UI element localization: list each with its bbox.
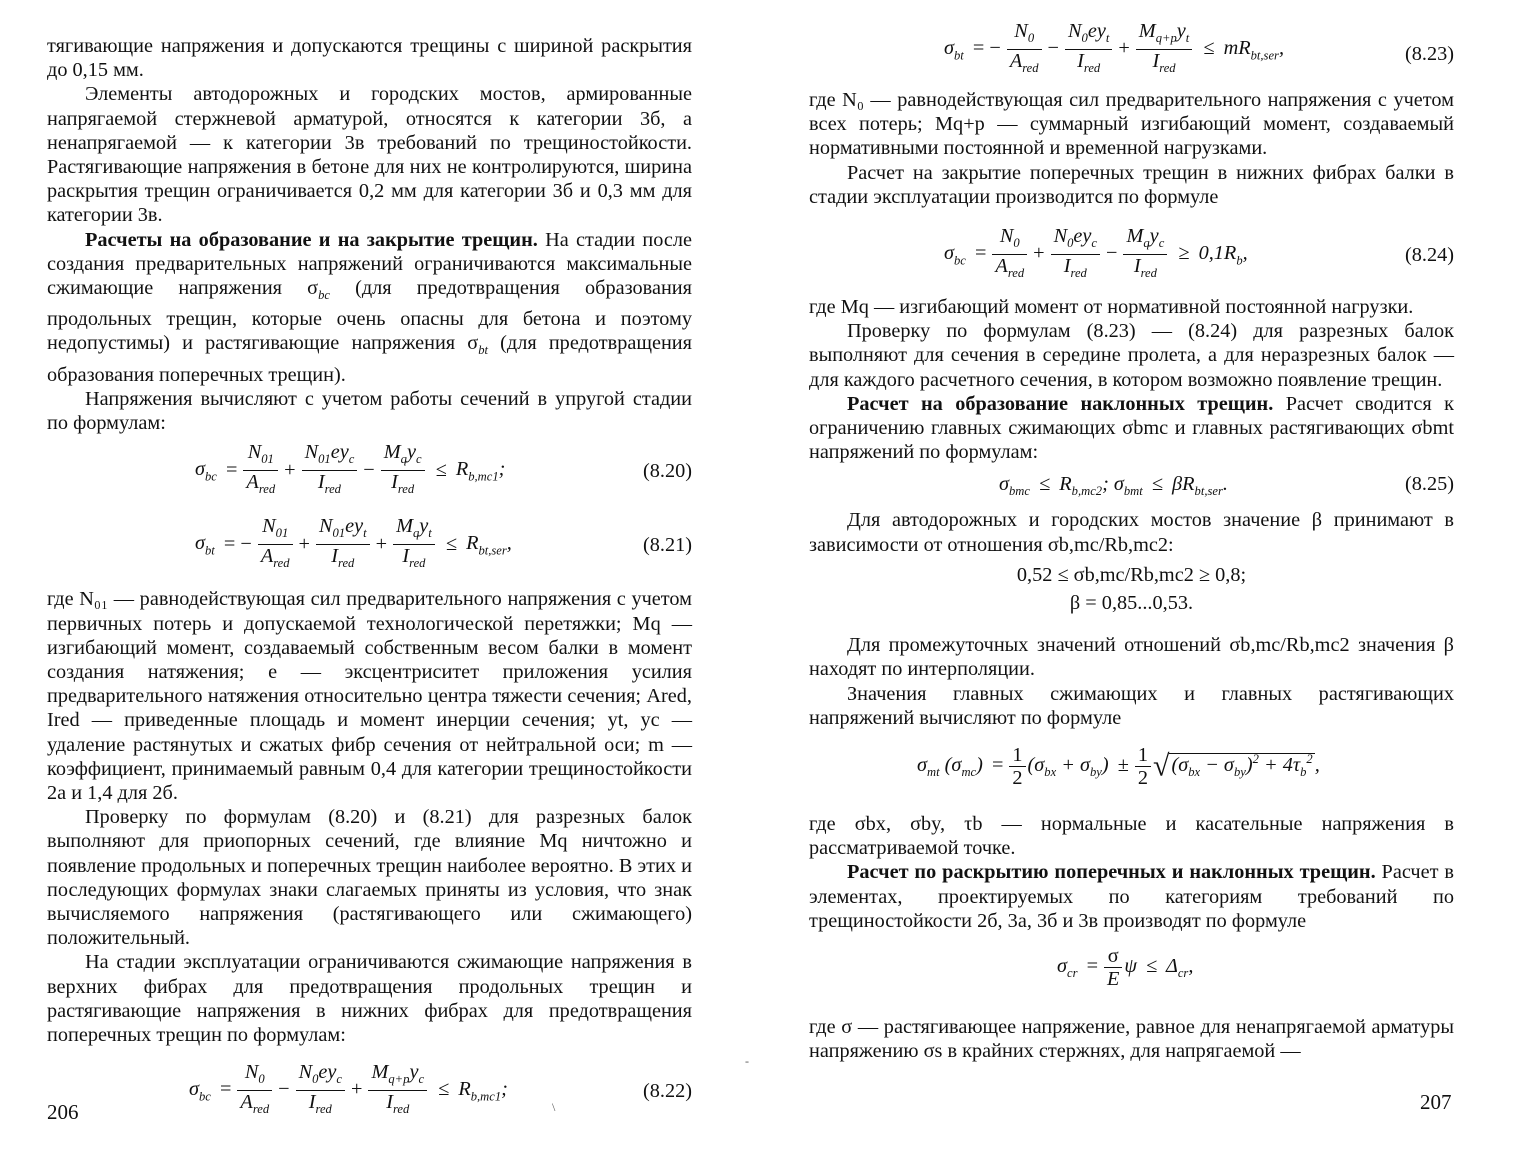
right-column — [809, 20, 1454, 1063]
section-heading: Расчет по раскрытию поперечных и наклонных трещин. — [847, 861, 1376, 884]
equation-number: (8.22) — [643, 1080, 692, 1103]
paragraph: где Mq — изгибающий момент от нормативной постоянной нагрузки. — [809, 296, 1414, 319]
paragraph: Расчет на образование наклонных трещин. Расчет сводится к ограничению главных сжимающих σbmc и главных растягивающих σbmt напряжений по формулам: — [809, 392, 1454, 464]
equation-number: (8.25) — [1405, 473, 1454, 496]
equation-number: (8.20) — [643, 460, 692, 483]
condition: β = 0,85...0,53. — [1069, 592, 1194, 615]
formula-8-22: $\sigma_{bc}$ = $\frac{N_0}{A_{red}}$ − $\frac{N_0ey_c}{I_{red}}$ + $\frac{M_{q+p}y_c}{I_{red}}$ ≤ $R_{b,mc1}$; (8.22) — [189, 1061, 692, 1117]
page-number: 207 — [1420, 1090, 1452, 1114]
paragraph: Значения главных сжимающих и главных растягивающих напряжений вычисляют по формуле — [809, 682, 1454, 729]
left-column — [47, 34, 692, 1121]
scan-speck: \ — [552, 1100, 556, 1114]
paragraph: Элементы автодорожных и городских мостов, армированные напрягаемой стержневой арматурой, относятся к категории 3б, а ненапрягаемой — к категории 3в требований по трещиностойкости. Растягивающие напряжения в бетоне для них не контролируются, ширина раскрытия трещин ограничивается 0,2 мм для категории 3б и 0,3 мм для категории 3в. — [47, 83, 692, 227]
formula-crack-width: $\sigma_{cr}$ = $\frac{\sigma}{E}$ $\psi \le \Delta_{cr}$, — [1057, 945, 1194, 991]
equation-number: (8.24) — [1405, 244, 1454, 267]
paragraph: Расчет на закрытие поперечных трещин в нижних фибрах балки в стадии эксплуатации производится по формуле — [809, 161, 1454, 208]
paragraph: Расчеты на образование и на закрытие трещин. На стадии после создания предварительных напряжений ограничиваются максимальные сжимающие напряжения $\sigma_{bc}$ (для предотвращения образования продольных трещин, которые очень опасны для бетона и поэтому недопустимы) и растягивающие напряжения $\sigma_{bt}$ (для предотвращения образования поперечных трещин). — [47, 228, 692, 386]
paragraph: Проверку по формулам (8.23) — (8.24) для разрезных балок выполняют для сечения в середине пролета, а для неразрезных балок — для каждого расчетного сечения, в котором возможно появление трещин. — [809, 320, 1454, 391]
formula-8-20: $\sigma_{bc}$ = $\frac{N_{01}}{A_{red}}$ + $\frac{N_{01}ey_c}{I_{red}}$ − $\frac{M_qy_c}{I_{red}}$ ≤ $R_{b,mc1}$; (8.20) — [195, 441, 692, 497]
formula-8-25: $\sigma_{bmc} \le R_{b,mc2}$; $\sigma_{bmt} \le \beta R_{bt,ser}$. (8.25) — [999, 473, 1454, 499]
page-number: 206 — [47, 1100, 79, 1124]
paragraph: Для автодорожных и городских мостов значение β принимают в зависимости от отношения σb,mc/Rb,mc2: — [809, 509, 1454, 556]
paragraph: где σ — растягивающее напряжение, равное для ненапрягаемой арматуры напряжению σs в крайних стержнях, для напрягаемой — — [809, 1016, 1454, 1063]
paragraph: где N₀ — равнодействующая сил предварительного напряжения с учетом всех потерь; Mq+p — суммарный изгибающий момент, создаваемый нормативными постоянной и временной нагрузками. — [809, 89, 1454, 160]
right-page — [759, 0, 1518, 1155]
formula-8-21: $\sigma_{bt}$ = − $\frac{N_{01}}{A_{red}}$ + $\frac{N_{01}ey_t}{I_{red}}$ + $\frac{M_qy_t}{I_{red}}$ ≤ $R_{bt,ser}$, (8.21) — [195, 515, 692, 571]
paragraph: где σbx, σby, τb — нормальные и касательные напряжения в рассматриваемой точке. — [809, 813, 1454, 860]
scan-speck: - — [745, 1054, 749, 1068]
equation-number: (8.23) — [1405, 43, 1454, 65]
paragraph: Для промежуточных значений отношений σb,mc/Rb,mc2 значения β находят по интерполяции. — [809, 634, 1454, 681]
formula-8-24: $\sigma_{bc}$ = $\frac{N_0}{A_{red}}$ + $\frac{N_0ey_c}{I_{red}}$ − $\frac{M_qy_c}{I_{red}}$ ≥ $0,1R_b$, (8.24) — [944, 225, 1454, 281]
section-heading: Расчеты на образование и на закрытие трещин. — [85, 228, 538, 251]
paragraph: Расчет по раскрытию поперечных и наклонных трещин. Расчет в элементах, проектируемых по категориям требований по трещиностойкости 2б, 3а, 3б и 3в производят по формуле — [809, 861, 1454, 932]
condition: 0,52 ≤ σb,mc/Rb,mc2 ≥ 0,8; — [1016, 563, 1247, 586]
section-heading: Расчет на образование наклонных трещин. — [847, 392, 1274, 415]
formula-8-23: $\sigma_{bt}$ = − $\frac{N_0}{A_{red}}$ − $\frac{N_0ey_t}{I_{red}}$ + $\frac{M_{q+p}y_t}{I_{red}}$ ≤ $mR_{bt,ser}$, (8.23) — [944, 20, 1454, 76]
paragraph: На стадии эксплуатации ограничиваются сжимающие напряжения в верхних фибрах для предотвращения продольных трещин и растягивающие напряжения в нижних фибрах для предотвращения поперечных трещин по формулам: — [47, 951, 692, 1046]
equation-number: (8.21) — [643, 534, 692, 557]
paragraph: Напряжения вычисляют с учетом работы сечений в упругой стадии по формулам: — [47, 387, 692, 435]
formula-principal-stress: $\sigma_{mt}$ $(\sigma_{mc})$ = $\frac{1}{2}$ $(\sigma_{bx} + \sigma_{by})$ ± $\frac{1}{2}$ $√(\sigma_{bx} - \sigma_{by})^2 + 4\tau_b^2$, — [917, 744, 1320, 790]
paragraph: тягивающие напряжения и допускаются трещины с шириной раскрытия до 0,15 мм. — [47, 35, 692, 82]
paragraph: где N₀₁ — равнодействующая сил предварительного напряжения с учетом первичных потерь и допускаемой технологической перетяжки; Mq — изгибающий момент, создаваемый собственным весом балки в момент создания натяжения; e — эксцентриситет приложения усилия предварительного натяжения относительно центра тяжести сечения; Ared, Ired — приведенные площадь и момент инерции сечения; yt, yc — удаление растянутых и сжатых фибр сечения от нейтральной оси; m — коэффициент, принимаемый равным 0,4 для категории трещиностойкости 2а и 1,4 для 2б. — [47, 588, 692, 804]
paragraph: Проверку по формулам (8.20) и (8.21) для разрезных балок выполняют для приопорных сечений, где влияние Mq ничтожно и появление продольных и поперечных трещин наиболее вероятно. В этих и последующих формулах знаки слагаемых приняты из условия, что знак вычисляемого напряжения (растягивающего или сжимающего) положительный. — [47, 806, 692, 950]
